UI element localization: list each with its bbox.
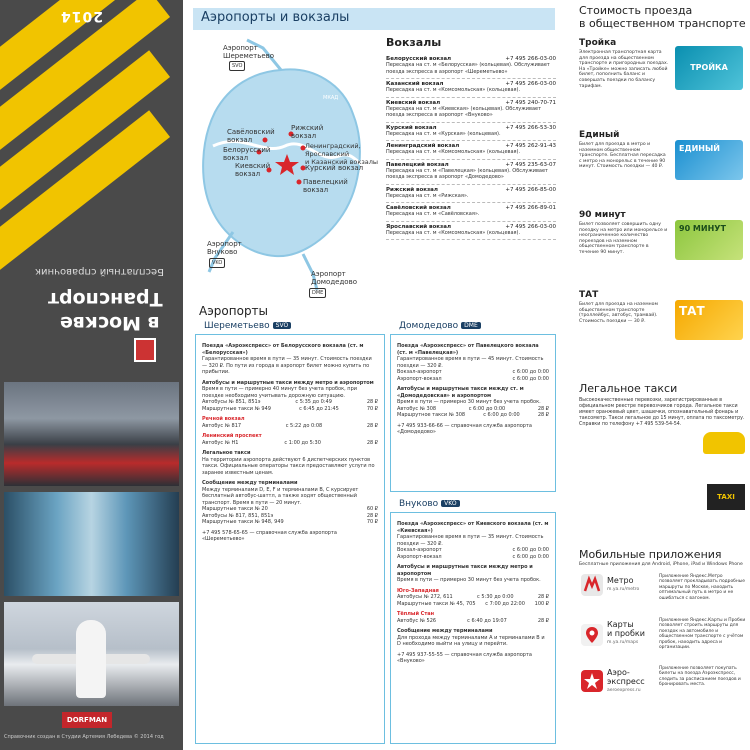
route-name: Маршрутные такси № 20 <box>202 506 268 512</box>
ticket-90min-title: 90 минут <box>579 210 626 220</box>
station-detail: Пересадка на ст. м «Комсомольская» (кольцевая). <box>386 87 521 93</box>
troika-card-image: ТРОЙКА <box>675 46 743 90</box>
route-row <box>397 554 549 561</box>
route-hours: с 6:00 до 0:00 <box>512 375 549 382</box>
route-name: Маршрутное такси № 308 <box>397 412 466 418</box>
section-heading: Автобусы и маршрутные такси между ст. м «Домодедовская» и аэропортом <box>397 386 524 399</box>
moscow-emblem-icon <box>134 338 156 362</box>
route-hours: с 1:00 до 5:30 <box>284 439 321 446</box>
map-label-savelovsky: Савёловский вокзал <box>227 128 275 144</box>
station-phone: +7 495 262-91-43 <box>505 143 556 149</box>
route-name: Автобус № 526 <box>397 617 437 624</box>
route-name: Маршрутные такси № 45, 705 <box>397 600 476 607</box>
app-maps <box>607 620 645 647</box>
station-name: Ленинградский вокзал <box>386 143 460 149</box>
app-name: Карты и пробки <box>607 620 645 638</box>
route-name: Автобус № Н1 <box>202 439 239 446</box>
airport-name: Шереметьево <box>204 321 270 331</box>
station-name: Киевский вокзал <box>386 99 441 106</box>
section-heading: Сообщение между терминалами <box>397 628 493 634</box>
station-phone: +7 495 266-03-00 <box>505 56 556 62</box>
aeroexpress-app-icon <box>581 670 603 692</box>
route-name: Автобусы № 272, 611 <box>397 594 453 600</box>
station-detail: Пересадка на ст. м «Комсомольская» (кольцевая). <box>386 229 521 236</box>
route-price: 28 ₽ <box>366 512 378 519</box>
airport-body <box>391 335 555 440</box>
station-phone: +7 495 266-85-00 <box>505 186 556 193</box>
fares-panel <box>575 0 750 750</box>
route-price: 28 ₽ <box>366 399 378 405</box>
route-name: Аэропорт-вокзал <box>397 375 442 382</box>
taxi-car-icon <box>703 432 745 454</box>
edinyi-card-image: ЕДИНЫЙ <box>675 140 743 180</box>
route-hours: с 6:45 до 21:45 <box>299 405 339 412</box>
paragraph: Время в пути — примерно 30 минут без учета пробок. <box>397 399 541 405</box>
airport-name: Внуково <box>399 499 439 509</box>
route-hours: с 6:00 до 0:00 <box>512 553 549 560</box>
station-name: Казанский вокзал <box>386 81 444 87</box>
metro-m-icon <box>581 574 603 596</box>
paragraph: Гарантированное время в пути — 45 минут. Стоимость поездки — 320 ₽. <box>397 356 544 369</box>
route-hours: с 5:35 до 0:49 <box>295 399 332 405</box>
airport-domodedovo-box <box>390 321 556 492</box>
ticket-edinyi-text: Билет для проезда в метро и наземном общественном транспорте. Бесплатная пересадка с метро на монорельс в течение 90 минут. Стоимость поездки — 40 ₽. <box>579 142 666 170</box>
stations-list <box>386 36 556 240</box>
route-hours: с 6:00 до 0:00 <box>512 369 549 375</box>
station-item <box>386 185 556 204</box>
app-metro <box>607 576 639 594</box>
ticket-troika-title: Тройка <box>579 38 617 48</box>
station-detail: Пересадка на ст. м «Белорусская» (кольцевая). Обслуживает поезда экспресса в аэропорт «Шереметьево» <box>386 62 550 75</box>
maps-app-icon <box>581 624 603 646</box>
section-heading: Сообщение между терминалами <box>202 480 298 486</box>
route-name: Маршрутные такси № 948, 949 <box>202 519 284 525</box>
station-name: Павелецкий вокзал <box>386 161 449 168</box>
route-price: 70 ₽ <box>366 405 378 412</box>
route-price: 28 ₽ <box>537 617 549 624</box>
airport-sheremetyevo-box <box>195 321 385 744</box>
route-row <box>202 406 378 413</box>
contacts: +7 495 937-55-55 — справочная служба аэропорта «Внуково» <box>397 651 532 664</box>
section-heading: Поезда «Аэроэкспресс» от Киевского вокзала (ст. м «Киевская») <box>397 521 549 534</box>
airport-code-badge: SVO <box>273 322 292 329</box>
airport-code-badge: VKO <box>441 500 459 507</box>
map-label-domodedovo: Аэропорт Домодедово <box>311 270 357 286</box>
station-name: Белорусский вокзал <box>386 56 452 62</box>
metro-station-heading: Юго-Западная <box>397 587 439 594</box>
map-label-paveletsky: Павелецкий вокзал <box>303 178 348 194</box>
contacts: +7 495 578-65-65 — справочная служба аэропорта «Шереметьево» <box>202 529 337 542</box>
paragraph: На территории аэропорта действуют 6 диспетчерских пунктов такси. Официальные операторы такси предоставляют услуги по заранее известным ценам. <box>202 456 375 476</box>
route-price: 28 ₽ <box>537 412 549 418</box>
route-price: 28 ₽ <box>366 439 378 446</box>
map-label-kursky: Курский вокзал <box>305 164 364 172</box>
station-phone: +7 495 266-89-01 <box>505 205 556 211</box>
map-pin-icon <box>581 624 603 646</box>
station-phone: +7 495 266-03-00 <box>505 81 556 87</box>
route-name: Вокзал-аэропорт <box>397 547 442 553</box>
airport-name: Домодедово <box>399 321 459 331</box>
section-heading: Поезда «Аэроэкспресс» от Павелецкого вокзала (ст. м «Павелецкая») <box>397 343 539 356</box>
route-hours: с 6:40 до 19:07 <box>467 617 507 624</box>
badge-svo: SVO <box>229 61 245 71</box>
star-icon <box>581 670 603 692</box>
station-name: Савёловский вокзал <box>386 205 451 211</box>
station-name: Рижский вокзал <box>386 186 438 193</box>
section-title: Аэропорты и вокзалы <box>201 10 350 25</box>
airplane-body <box>76 620 106 698</box>
station-item <box>386 222 556 241</box>
app-link: m.ya.ru/metro <box>607 587 640 592</box>
route-row <box>202 519 378 526</box>
paragraph: Между терминалами D, E, F и терминалами B, C курсирует бесплатный автобус-шаттл, а также ходят общественный транспорт. Время в пути — 20 минут. <box>202 486 359 506</box>
paragraph: Гарантированное время в пути — 35 минут. Стоимость поездки — 320 ₽. По пути из города в аэропорт билет можно купить по прибытии. <box>202 356 372 375</box>
station-phone: +7 495 266-03-00 <box>505 223 556 230</box>
airport-heading <box>397 499 462 509</box>
station-item <box>386 54 556 79</box>
station-detail: Пересадка на ст. м «Курская» (кольцевая). <box>386 130 501 137</box>
route-price: 28 ₽ <box>537 405 549 412</box>
route-row <box>397 376 549 383</box>
route-price: 28 ₽ <box>537 594 549 600</box>
fares-title: Стоимость проезда в общественном транспорте <box>579 4 746 30</box>
taxi-text: Высококачественные перевозки, зарегистрированные в официальном реестре перевозчиков города. Легальное такси имеет оранжевый цвет, шашечки, опознавательный фонарь и таксометр. Такси легальное до 15 минут, оплата по таксометру. Справки по телефону +7 495 539-54-54. <box>579 398 745 427</box>
map-label-belorussky: Белорусский вокзал <box>223 146 271 162</box>
airport-heading <box>397 321 483 331</box>
station-phone: +7 495 235-63-07 <box>505 161 556 168</box>
photo-airplane <box>4 602 179 706</box>
photo-metro-train <box>4 492 179 596</box>
station-marker <box>297 180 302 185</box>
route-name: Автобусы № 817, 851, 851э <box>202 512 274 519</box>
cover-footer: Справочник создан в Студии Артемия Лебедева © 2014 год <box>4 734 164 740</box>
station-detail: Пересадка на ст. м «Савёловская». <box>386 211 480 217</box>
route-price: 70 ₽ <box>366 519 378 525</box>
ticket-tat-text: Билет для проезда на наземном общественном транспорте (троллейбус, автобус, трамвай). Стоимость поездки — 30 ₽. <box>579 302 658 324</box>
station-phone: +7 495 266-53-30 <box>505 124 556 131</box>
station-name: Ярославский вокзал <box>386 223 451 230</box>
map-label-vnukovo: Аэропорт Внуково <box>207 240 242 256</box>
route-name: Автобус № 817 <box>202 422 242 429</box>
airports-stations-panel <box>187 0 560 750</box>
airport-code-badge: DME <box>461 322 481 329</box>
section-heading: Автобусы и маршрутные такси между метро и аэропортом <box>202 379 374 386</box>
station-item <box>386 203 556 222</box>
route-price: 100 ₽ <box>534 600 549 607</box>
section-heading: Автобусы и маршрутные такси между метро и аэропортом <box>397 564 533 577</box>
station-detail: Пересадка на ст. м «Павелецкая» (кольцевая). Обслуживает поезда экспресса в аэропорт «Домодедово» <box>386 167 548 180</box>
airport-body <box>196 335 384 547</box>
route-row <box>397 618 549 625</box>
airport-heading <box>202 321 293 331</box>
route-name: Маршрутные такси № 949 <box>202 405 271 412</box>
route-row <box>397 601 549 608</box>
map-label-mkad: МКАД <box>323 95 339 101</box>
section-heading: Поезда «Аэроэкспресс» от Белорусского вокзала (ст. м «Белорусская») <box>202 343 364 356</box>
stations-title: Вокзалы <box>386 36 442 49</box>
route-hours: с 6:00 до 0:00 <box>483 412 520 418</box>
studio-logo: DORFMAN <box>62 712 112 728</box>
route-row <box>397 412 549 419</box>
station-phone: +7 495 240-70-71 <box>505 99 556 106</box>
map-label-three-stations: Ленинградский, Ярославский и Казанский вокзалы <box>305 142 379 166</box>
station-name: Курский вокзал <box>386 124 437 131</box>
route-hours: с 6:00 до 0:00 <box>468 405 506 412</box>
cover-title-line2: в Москве <box>60 312 160 334</box>
stations-body <box>386 54 556 240</box>
moscow-map <box>193 36 379 296</box>
contacts: +7 495 933-66-66 — справочная служба аэропорта «Домодедово» <box>397 422 532 435</box>
paragraph: Гарантированное время в пути — 35 минут. Стоимость поездки — 320 ₽. <box>397 534 544 547</box>
station-item <box>386 123 556 142</box>
section-header <box>193 8 555 30</box>
route-row <box>202 423 378 430</box>
metro-station-heading: Тёплый Стан <box>397 611 435 617</box>
metro-station-heading: Ленинский проспект <box>202 433 262 439</box>
station-detail: Пересадка на ст. м «Киевская» (кольцевая). Обслуживает поезда экспресса в аэропорт «Внуково» <box>386 105 541 118</box>
badge-dme: DME <box>309 288 326 298</box>
route-price: 28 ₽ <box>366 422 378 429</box>
app-aeroexpress-description: Приложение позволяет покупать билеты на поезда Аэроэкспресс, следить за расписанием поездов и бронировать места. <box>659 666 741 688</box>
station-item <box>386 160 556 185</box>
app-aeroexpress <box>607 668 645 695</box>
app-link: aeroexpress.ru <box>607 688 641 693</box>
route-name: Автобусы № 851, 851э <box>202 399 261 405</box>
route-name: Аэропорт-вокзал <box>397 553 442 560</box>
paragraph: Для прохода между терминалами А и терминалами В и D необходимо выйти на улицу и перейти. <box>397 634 545 647</box>
station-detail: Пересадка на ст. м «Рижская». <box>386 192 469 199</box>
route-name: Автобус № 308 <box>397 405 437 412</box>
apps-subtitle: Бесплатные приложения для Android, iPhone, iPad и Windows Phone <box>579 562 743 567</box>
cover-title-line1: Транспорт <box>48 288 163 310</box>
station-item <box>386 98 556 123</box>
apps-title: Мобильные приложения <box>579 548 722 561</box>
map-label-rizhsky: Рижский вокзал <box>291 124 324 140</box>
map-label-kievsky: Киевский вокзал <box>235 162 271 178</box>
metro-station-heading: Речной вокзал <box>202 416 245 422</box>
route-hours: с 5:30 до 0:00 <box>477 594 514 600</box>
badge-vko: VKO <box>209 258 225 268</box>
cover-subtitle: Бесплатный справочник <box>35 266 165 277</box>
paragraph: Время в пути — примерно 40 минут без учета пробок, при поездке необходимо учитывать дорожную ситуацию. <box>202 386 357 399</box>
route-price: 60 ₽ <box>366 506 378 512</box>
tat-card-image: ТАТ <box>675 300 743 340</box>
min90-card-image: 90 МИНУТ <box>675 220 743 260</box>
photo-train-station <box>4 382 179 486</box>
app-link: m.ya.ru/maps <box>607 640 639 645</box>
route-row <box>202 440 378 447</box>
airport-vnukovo-box <box>390 499 556 744</box>
station-item <box>386 79 556 98</box>
route-name: Вокзал-аэропорт <box>397 369 442 375</box>
taxi-sign: TAXI <box>707 484 745 510</box>
route-hours: с 6:00 до 0:00 <box>512 547 549 553</box>
ticket-troika-text: Электронная транспортная карта для проезда на общественном транспорте и пригородных поездах. На «Тройке» можно записать любой билет, пополнить баланс и совершать поездки по балансу тарифам. <box>579 50 669 89</box>
ticket-tat-title: ТАТ <box>579 290 599 300</box>
route-hours: с 7:00 до 22:00 <box>485 600 525 607</box>
paragraph: Время в пути — примерно 30 минут без учета пробок. <box>397 577 541 583</box>
app-metro-description: Приложение Яндекс.Метро позволяет прокладывать подробные маршруты по Москве, находить оптимальный путь в метро и не ошибаться с вагоном. <box>659 574 745 601</box>
cover-year: 2014 <box>60 8 103 24</box>
app-name: Метро <box>607 576 634 585</box>
metro-app-icon <box>581 574 603 596</box>
airports-title: Аэропорты <box>199 304 269 318</box>
airport-body <box>391 513 555 669</box>
ticket-90min-text: Билет позволяет совершить одну поездку на метро или монорельсе и неограниченное количество переездов на наземном общественном транспорте в течение 90 минут. <box>579 222 668 255</box>
cover-panel <box>0 0 183 750</box>
taxi-title: Легальное такси <box>579 382 678 395</box>
station-detail: Пересадка на ст. м «Комсомольская» (кольцевая). <box>386 149 521 155</box>
route-hours: с 5:22 до 0:08 <box>285 422 323 429</box>
ticket-edinyi-title: Единый <box>579 130 620 140</box>
station-item <box>386 141 556 160</box>
map-label-sheremetyevo: Аэропорт Шереметьево <box>223 44 275 60</box>
section-heading: Легальное такси <box>202 450 251 456</box>
app-maps-description: Приложение Яндекс.Карты и Пробки позволяет строить маршруты для поездок на автомобиле и общественном транспорте с учётом пробок, находить адреса и организации. <box>659 618 746 651</box>
app-name: Аэро- экспресс <box>607 668 645 686</box>
